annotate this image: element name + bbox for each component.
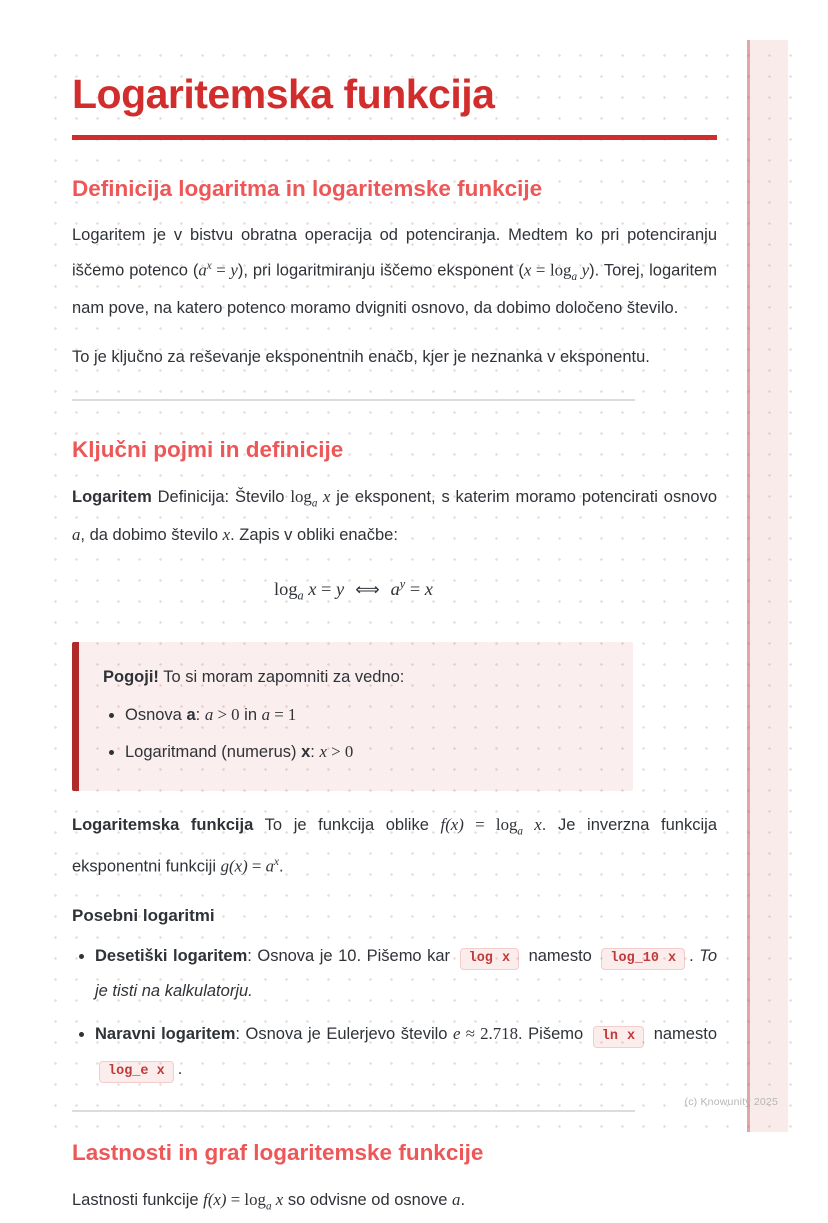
math-num: 0 [231,704,240,724]
math-var: a [204,704,214,724]
math-op: > [213,704,232,724]
math-log: log [549,260,572,280]
special-logs-list [72,940,717,1088]
text-run: . Zapis v obliki enačbe: [230,526,398,544]
math-var: y [230,260,238,280]
text-run: To si moram zapomniti za vedno: [158,667,405,686]
math-sub: a [571,270,578,283]
page-content [40,72,792,1223]
math-var: x [271,1190,284,1210]
math-sup: x [274,855,279,868]
math-op: = [531,260,550,280]
term-lead: Naravni logaritem [95,1025,236,1044]
math-sup: y [399,577,406,591]
math-var: a [198,260,207,280]
paragraph-logaritem-def [72,481,717,551]
math-sub: a [265,1200,272,1213]
math-log: log [495,814,518,834]
iff-arrow: ⟺ [355,580,380,600]
text-run: ), pri logaritmiranju iščemo eksponent ( [237,261,524,280]
math-var: y [335,579,345,599]
math-var: x [303,579,317,599]
subheading-posebni: Posebni logaritmi [72,906,215,926]
math-op: = [226,1190,245,1210]
math-var: a [452,1190,461,1210]
math-var: x [222,525,231,544]
math-sub: a [517,824,524,837]
bold-var: a [186,705,196,724]
math-var: a [265,856,275,876]
code-chip: log_e x [99,1061,174,1083]
section-heading-lastnosti: Lastnosti in graf logaritemske funkcije [72,1140,484,1166]
paragraph-lastnosti [72,1184,717,1222]
paragraph-definicija-2: To je ključno za reševanje eksponentnih enačb, kjer je neznanka v eksponentu. [72,347,650,366]
math-sub: a [297,588,304,603]
text-run: To je funkcija oblike [253,815,441,834]
math-op: = [463,814,496,834]
math-op: = [316,579,336,599]
math-num: 1 [287,704,297,724]
code-chip: log x [460,948,519,970]
math-sup: x [206,259,212,272]
text-run: Definicija: Število [151,487,291,506]
math-op: = [405,579,425,599]
math-var: y [577,260,590,280]
math-op: ≈ 2.718 [460,1024,519,1044]
math-func: g(x) [220,856,248,876]
text-run: . [460,1191,466,1210]
text-run: : Osnova je Eulerjevo število [235,1025,454,1044]
math-num: 0 [344,741,354,761]
page-title: Logaritemska funkcija [72,71,495,117]
paragraph-definicija-1 [72,220,717,324]
callout-lead: Pogoji! [103,667,159,686]
text-run: namesto [648,1025,717,1044]
math-var: x [523,260,532,280]
math-op: > [326,741,345,761]
text-run: namesto [523,947,598,966]
list-item-desetiski [95,940,717,1007]
callout-item-logaritmand [125,737,609,767]
math-var: x [319,741,327,761]
math-var: x [317,486,331,506]
callout-title [103,664,609,690]
code-chip: ln x [593,1026,644,1048]
notes-page [40,40,792,1213]
text-run: , da dobimo število [80,526,223,544]
text-run: : Osnova je 10. Pišemo kar [247,947,456,966]
text-run: so odvisne od osnove [283,1191,453,1210]
callout-item-osnova [125,700,609,730]
text-run: ). Torej, logaritem nam pove, na katero potenco moramo dvigniti osnovo, da dobimo določeno število. [72,261,717,317]
callout-list [103,700,609,767]
section-divider [72,399,635,401]
bold-var: x [301,742,311,761]
term-lead: Desetiški logaritem [95,947,248,966]
formula-block [72,577,635,604]
math-sub: a [311,497,318,509]
term-lead: Logaritemska funkcija [72,815,254,834]
section-heading-definicija: Definicija logaritma in logaritemske funkcije [72,175,543,201]
code-chip: log_10 x [601,948,685,970]
list-item-naravni [95,1018,717,1088]
title-rule [72,135,717,140]
text-run: : [195,705,205,724]
math-var: x [424,579,433,599]
paragraph-funkcija [72,809,717,883]
text-run: Lastnosti funkcije [72,1191,204,1210]
text-run: Osnova [125,705,187,724]
math-op: = [211,260,231,280]
math-func: f(x) [440,814,464,834]
section-heading-pojmi: Ključni pojmi in definicije [72,436,344,462]
text-run: . Pišemo [518,1025,589,1044]
italic-note: To je tisti na kalkulatorju. [95,947,718,1001]
text-run: . [279,857,284,876]
math-var: a [72,525,81,544]
math-op: = [270,704,288,724]
text-run: . Je inverzna funkcija eksponentni funkciji [72,815,717,876]
math-log: log [244,1190,266,1210]
math-var: e [453,1024,461,1044]
text-run: Logaritem je v bistvu obratna operacija od potenciranja. Medtem ko pri potenciranju iščemo potenco ( [72,225,717,280]
text-run: : [310,742,320,761]
watermark: (c) Knowunity 2025 [684,1096,778,1108]
callout-box [72,642,633,791]
math-log: log [290,486,312,506]
math-func: f(x) [203,1190,227,1210]
term-lead: Logaritem [72,487,152,506]
section-divider [72,1110,635,1112]
text-run: . [177,1060,183,1079]
text-run: . [689,947,700,966]
text-run: je eksponent, s katerim moramo potencirati osnovo [330,487,717,506]
math-op: = [247,856,266,876]
text-run: in [239,705,262,724]
math-var: a [390,579,400,599]
math-log: log [274,579,298,599]
math-var: x [523,814,542,834]
text-run: Logaritmand (numerus) [125,742,302,761]
math-var: a [261,704,270,724]
